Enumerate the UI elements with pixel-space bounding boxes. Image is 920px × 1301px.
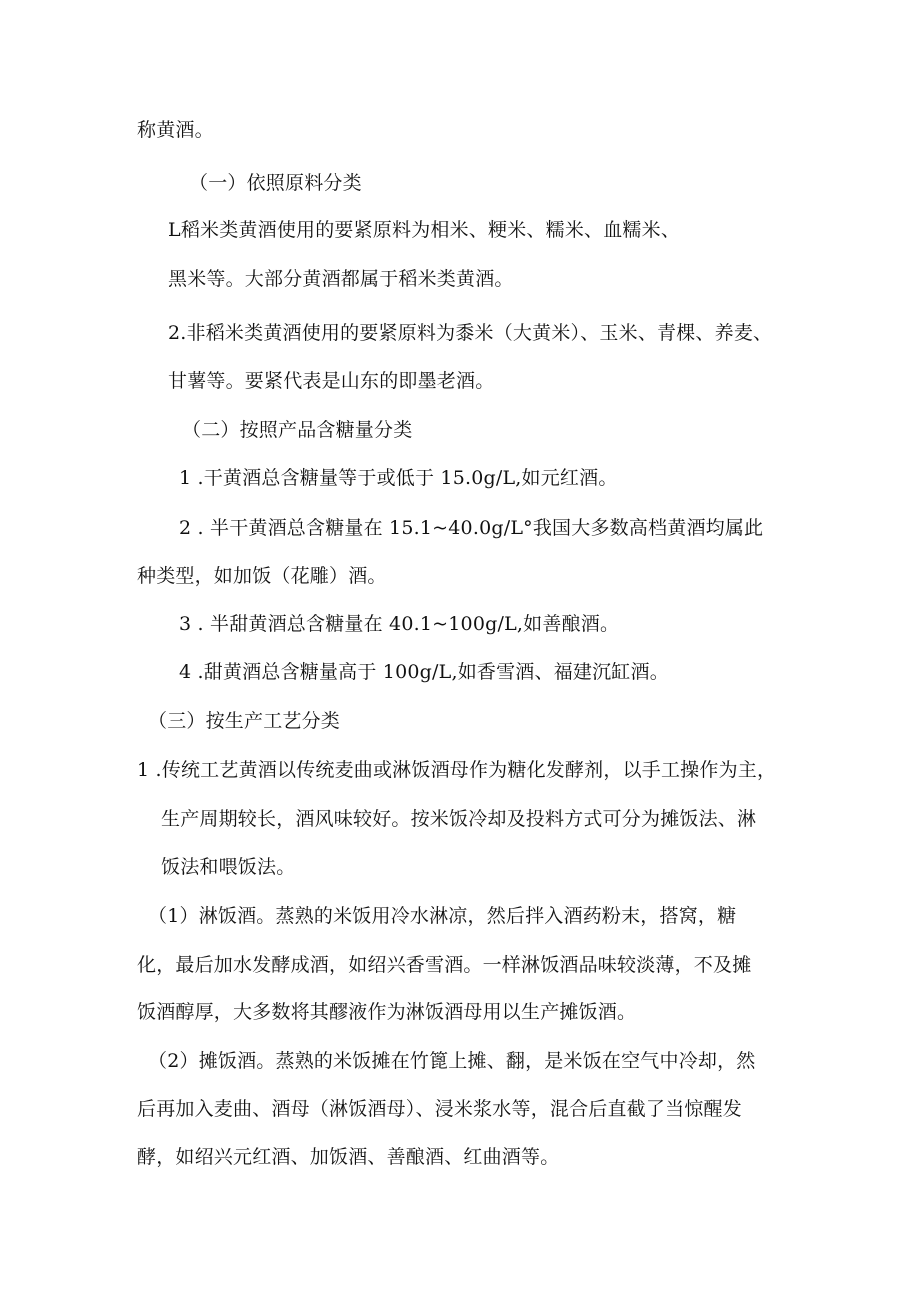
paragraph-line: 化，最后加水发酵成酒，如绍兴香雪酒。一样淋饭酒品味较淡薄，不及摊	[137, 954, 752, 976]
section-heading: （一）依照原料分类	[189, 172, 362, 194]
paragraph-line: （2）摊饭酒。蒸熟的米饭摊在竹篦上摊、翻，是米饭在空气中冷却，然	[148, 1050, 756, 1072]
text-line: 称黄酒。	[137, 119, 214, 141]
list-item: 3 . 半甜黄酒总含糖量在 40.1~100g∕L,如善酿酒。	[179, 613, 620, 635]
paragraph-line: 酵，如绍兴元红酒、加饭酒、善酿酒、红曲酒等。	[137, 1146, 560, 1168]
list-item: L稻米类黄酒使用的要紧原料为相米、粳米、糯米、血糯米、	[168, 219, 681, 241]
text-line: 黑米等。大部分黄酒都属于稻米类黄酒。	[168, 268, 514, 290]
section-heading: （二）按照产品含糖量分类	[182, 419, 413, 441]
list-item: 1 .干黄酒总含糖量等于或低于 15.0g∕L,如元红酒。	[179, 467, 618, 489]
list-item: 1 .传统工艺黄酒以传统麦曲或淋饭酒母作为糖化发酵剂，以手工操作为主，	[137, 759, 777, 781]
text-line: 生产周期较长，酒风味较好。按米饭冷却及投料方式可分为摊饭法、淋	[161, 808, 757, 830]
list-item: 4 .甜黄酒总含糖量高于 100g∕L,如香雪酒、福建沉缸酒。	[179, 661, 669, 683]
list-item: 2.非稻米类黄酒使用的要紧原料为黍米（大黄米）、玉米、青棵、养麦、	[168, 322, 773, 344]
paragraph-line: （1）淋饭酒。蒸熟的米饭用冷水淋凉，然后拌入酒药粉末，搭窝，糖	[148, 905, 737, 927]
section-heading: （三）按生产工艺分类	[148, 710, 341, 732]
paragraph-line: 后再加入麦曲、酒母（淋饭酒母）、浸米浆水等，混合后直截了当惊醒发	[137, 1098, 742, 1120]
text-line: 饭法和喂饭法。	[161, 856, 296, 878]
text-line: 甘薯等。要紧代表是山东的即墨老酒。	[168, 370, 495, 392]
list-item: 2 . 半干黄酒总含糖量在 15.1~40.0g∕L°我国大多数高档黄酒均属此	[179, 517, 764, 539]
text-line: 种类型，如加饭（花雕）酒。	[137, 565, 387, 587]
paragraph-line: 饭酒醇厚，大多数将其醪液作为淋饭酒母用以生产摊饭酒。	[137, 1001, 637, 1023]
